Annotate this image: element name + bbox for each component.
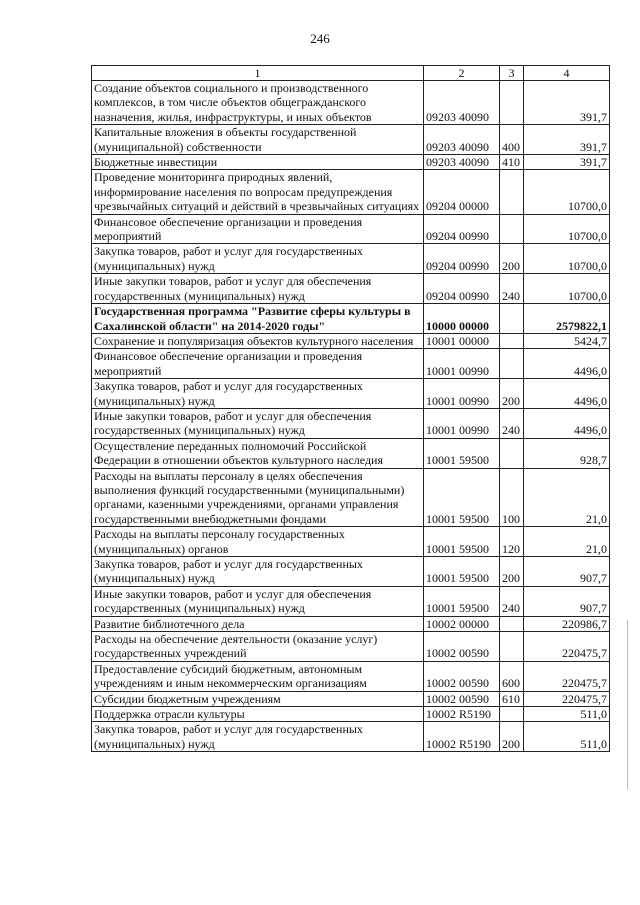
table-row (92, 691, 610, 706)
row-name-cell: Расходы на обеспечение деятельности (оказание услуг) государственных учреждений (92, 632, 424, 662)
table-row (92, 214, 610, 244)
row-amount-cell: 511,0 (524, 722, 610, 752)
table-row (92, 468, 610, 527)
table-row (92, 632, 610, 662)
row-amount-cell: 907,7 (524, 557, 610, 587)
row-type-cell: 120 (500, 527, 524, 557)
row-type-cell: 610 (500, 691, 524, 706)
row-code-cell: 09204 00990 (424, 214, 500, 244)
row-amount-cell: 220475,7 (524, 691, 610, 706)
row-name-cell: Предоставление субсидий бюджетным, автономным учреждениям и иным некоммерческим организациям (92, 661, 424, 691)
row-code-cell: 10002 R5190 (424, 722, 500, 752)
header-col-type: 3 (500, 66, 524, 81)
row-type-cell: 200 (500, 722, 524, 752)
row-code-cell: 10001 00000 (424, 333, 500, 348)
row-amount-cell: 4496,0 (524, 408, 610, 438)
row-code-cell: 10000 00000 (424, 304, 500, 334)
row-amount-cell: 10700,0 (524, 274, 610, 304)
row-code-cell: 09204 00990 (424, 244, 500, 274)
row-type-cell: 200 (500, 244, 524, 274)
row-code-cell: 09204 00990 (424, 274, 500, 304)
row-name-cell: Проведение мониторинга природных явлений, информирование населения по вопросам предупреждения чрезвычайных ситуаций и действий в чрезвычайных ситуациях (92, 170, 424, 214)
row-code-cell: 10002 00590 (424, 691, 500, 706)
table-row (92, 379, 610, 409)
row-code-cell: 09204 00000 (424, 170, 500, 214)
row-name-cell: Создание объектов социального и производственного комплексов, в том числе объектов общегражданского назначения, жилья, инфраструктуры, и иных объектов (92, 81, 424, 125)
row-amount-cell: 391,7 (524, 155, 610, 170)
table-row (92, 616, 610, 631)
row-amount-cell: 4496,0 (524, 379, 610, 409)
row-name-cell: Иные закупки товаров, работ и услуг для обеспечения государственных (муниципальных) нужд (92, 274, 424, 304)
row-code-cell: 10001 59500 (424, 438, 500, 468)
row-type-cell (500, 333, 524, 348)
table-row (92, 81, 610, 125)
page-number: 246 (310, 31, 330, 46)
table-row (92, 274, 610, 304)
row-name-cell: Закупка товаров, работ и услуг для государственных (муниципальных) нужд (92, 379, 424, 409)
row-type-cell (500, 170, 524, 214)
row-code-cell: 09203 40090 (424, 125, 500, 155)
row-name-cell: Поддержка отрасли культуры (92, 707, 424, 722)
row-name-cell: Государственная программа "Развитие сферы культуры в Сахалинской области" на 2014-2020 годы" (92, 304, 424, 334)
row-amount-cell: 511,0 (524, 707, 610, 722)
row-amount-cell: 5424,7 (524, 333, 610, 348)
table-row (92, 244, 610, 274)
header-col-name: 1 (92, 66, 424, 81)
row-amount-cell: 21,0 (524, 527, 610, 557)
row-name-cell: Финансовое обеспечение организации и проведения мероприятий (92, 349, 424, 379)
row-code-cell: 10001 59500 (424, 586, 500, 616)
row-name-cell: Капитальные вложения в объекты государственной (муниципальной) собственности (92, 125, 424, 155)
row-amount-cell: 220986,7 (524, 616, 610, 631)
table-row (92, 125, 610, 155)
row-name-cell: Сохранение и популяризация объектов культурного населения (92, 333, 424, 348)
row-amount-cell: 10700,0 (524, 214, 610, 244)
table-row (92, 349, 610, 379)
table-row (92, 722, 610, 752)
row-type-cell: 240 (500, 274, 524, 304)
row-amount-cell: 10700,0 (524, 244, 610, 274)
table-row (92, 438, 610, 468)
row-type-cell (500, 616, 524, 631)
row-type-cell: 600 (500, 661, 524, 691)
header-row (92, 66, 610, 81)
row-type-cell: 410 (500, 155, 524, 170)
row-code-cell: 10001 59500 (424, 527, 500, 557)
row-amount-cell: 21,0 (524, 468, 610, 527)
row-name-cell: Финансовое обеспечение организации и проведения мероприятий (92, 214, 424, 244)
row-code-cell: 10001 59500 (424, 468, 500, 527)
row-name-cell: Бюджетные инвестиции (92, 155, 424, 170)
row-code-cell: 10002 00000 (424, 616, 500, 631)
row-amount-cell: 4496,0 (524, 349, 610, 379)
table-row (92, 304, 610, 334)
row-name-cell: Закупка товаров, работ и услуг для государственных (муниципальных) нужд (92, 244, 424, 274)
row-code-cell: 10002 R5190 (424, 707, 500, 722)
row-code-cell: 09203 40090 (424, 81, 500, 125)
table-row (92, 586, 610, 616)
row-code-cell: 10001 00990 (424, 379, 500, 409)
row-type-cell: 240 (500, 586, 524, 616)
row-name-cell: Осуществление переданных полномочий Российской Федерации в отношении объектов культурного наследия (92, 438, 424, 468)
row-type-cell (500, 438, 524, 468)
row-name-cell: Иные закупки товаров, работ и услуг для обеспечения государственных (муниципальных) нужд (92, 586, 424, 616)
table-body (92, 81, 610, 752)
row-amount-cell: 391,7 (524, 125, 610, 155)
row-amount-cell: 928,7 (524, 438, 610, 468)
row-name-cell: Закупка товаров, работ и услуг для государственных (муниципальных) нужд (92, 722, 424, 752)
row-name-cell: Субсидии бюджетным учреждениям (92, 691, 424, 706)
table-row (92, 661, 610, 691)
row-code-cell: 10002 00590 (424, 632, 500, 662)
row-type-cell (500, 349, 524, 379)
row-name-cell: Иные закупки товаров, работ и услуг для обеспечения государственных (муниципальных) нужд (92, 408, 424, 438)
row-amount-cell: 907,7 (524, 586, 610, 616)
row-code-cell: 10001 00990 (424, 349, 500, 379)
row-amount-cell: 220475,7 (524, 632, 610, 662)
header-col-code: 2 (424, 66, 500, 81)
row-type-cell: 200 (500, 557, 524, 587)
row-code-cell: 10001 59500 (424, 557, 500, 587)
table-row (92, 170, 610, 214)
table-row (92, 707, 610, 722)
table-row (92, 333, 610, 348)
row-type-cell (500, 304, 524, 334)
row-type-cell: 240 (500, 408, 524, 438)
row-name-cell: Расходы на выплаты персоналу государственных (муниципальных) органов (92, 527, 424, 557)
row-type-cell (500, 81, 524, 125)
row-name-cell: Развитие библиотечного дела (92, 616, 424, 631)
row-type-cell (500, 632, 524, 662)
row-type-cell: 100 (500, 468, 524, 527)
table-row (92, 408, 610, 438)
row-type-cell: 200 (500, 379, 524, 409)
row-amount-cell: 10700,0 (524, 170, 610, 214)
row-code-cell: 10001 00990 (424, 408, 500, 438)
table-row (92, 557, 610, 587)
row-name-cell: Закупка товаров, работ и услуг для государственных (муниципальных) нужд (92, 557, 424, 587)
row-amount-cell: 220475,7 (524, 661, 610, 691)
row-code-cell: 09203 40090 (424, 155, 500, 170)
scan-edge-line (627, 620, 628, 790)
row-amount-cell: 2579822,1 (524, 304, 610, 334)
row-name-cell: Расходы на выплаты персоналу в целях обеспечения выполнения функций государственными (муниципальными) органами, казенными учреждениями, органами управления государственными внебюджетными фондами (92, 468, 424, 527)
row-type-cell (500, 214, 524, 244)
budget-table (91, 65, 610, 752)
row-type-cell (500, 707, 524, 722)
row-code-cell: 10002 00590 (424, 661, 500, 691)
table-row (92, 155, 610, 170)
row-type-cell: 400 (500, 125, 524, 155)
row-amount-cell: 391,7 (524, 81, 610, 125)
header-col-amount: 4 (524, 66, 610, 81)
table-row (92, 527, 610, 557)
